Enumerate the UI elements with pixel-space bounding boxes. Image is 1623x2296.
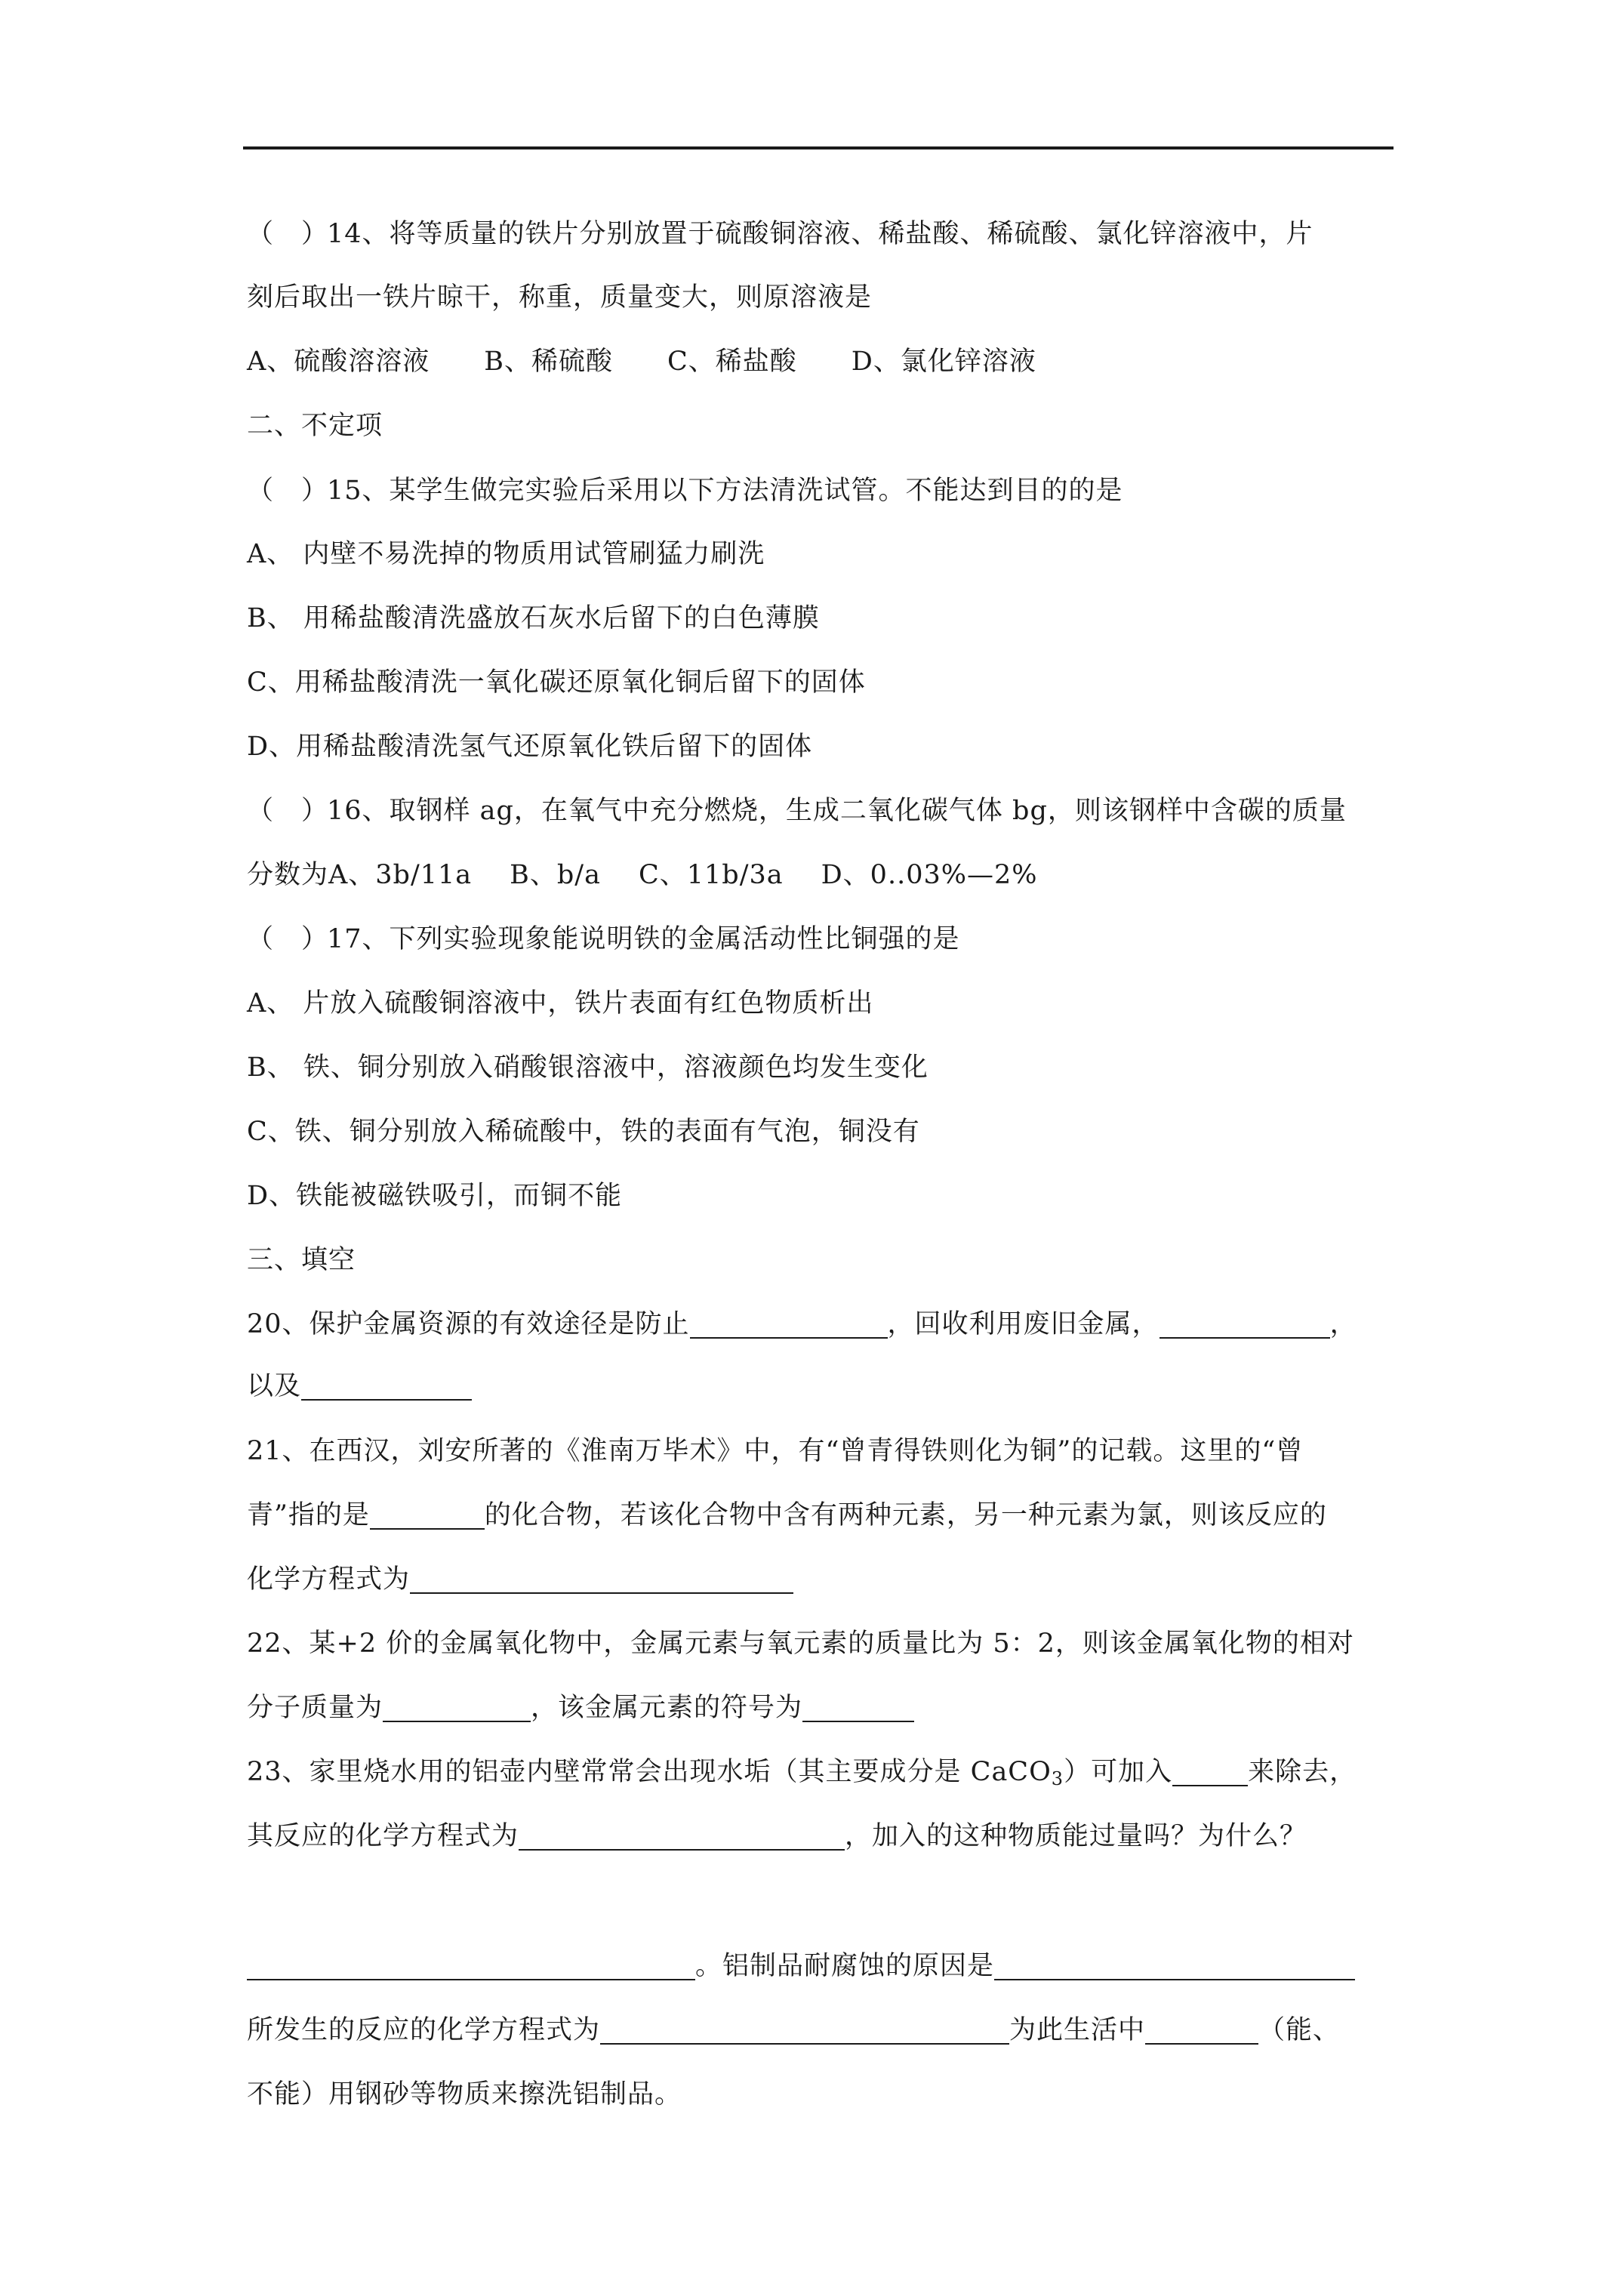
q20-line1	[247, 1306, 1397, 1342]
q23-subscript: 3	[1051, 1768, 1064, 1789]
q16-option-c: C、11b/3a	[638, 860, 784, 890]
q17-answer-paren[interactable]: （ ）	[247, 924, 329, 954]
q16-stem-cont: 分数为	[247, 860, 329, 890]
q23-blank-4[interactable]	[994, 1949, 1355, 1980]
q21-line2	[247, 1497, 1397, 1533]
q20-text-4: 以及	[247, 1371, 302, 1401]
q23-blank-2[interactable]	[519, 1819, 845, 1851]
q20-text-3: ，	[1329, 1309, 1357, 1339]
section-3-title: 三、填空	[247, 1245, 356, 1275]
q21-blank-1[interactable]	[370, 1498, 485, 1530]
q21-text-2: 的化合物，若该化合物中含有两种元素，另一种元素为氯，则该反应的	[484, 1500, 1327, 1530]
q15-answer-paren[interactable]: （ ）	[247, 476, 329, 506]
q14-option-d: D、氯化锌溶液	[851, 347, 1036, 377]
q20-blank-2[interactable]	[1160, 1307, 1330, 1339]
q15-option-d: D、用稀盐酸清洗氢气还原氧化铁后留下的固体	[247, 732, 813, 762]
q16-option-d: D、0..03%—2%	[821, 860, 1038, 890]
q23-blank-1[interactable]	[1172, 1755, 1248, 1786]
q23-line5: 不能）用钢砂等物质来擦洗铝制品。	[247, 2079, 682, 2110]
q16-stem: 16、取钢样 ag，在氧气中充分燃烧，生成二氧化碳气体 bg，则该钢样中含碳的质量	[327, 796, 1347, 826]
q23-text-6: 。铝制品耐腐蚀的原因是	[695, 1951, 995, 1981]
q23-blank-5[interactable]	[600, 2013, 1009, 2045]
header-rule	[243, 146, 1394, 149]
q23-text-7: 所发生的反应的化学方程式为	[247, 2015, 601, 2045]
q23-text-5: ，加入的这种物质能过量吗？为什么？	[845, 1821, 1307, 1851]
q17-stem-line	[247, 921, 1397, 957]
q21-line3	[247, 1561, 1397, 1598]
q14-line1	[247, 216, 1397, 252]
q21-blank-2[interactable]	[410, 1562, 793, 1594]
q21-text-1: 青”指的是	[247, 1500, 370, 1530]
q21-text-3: 化学方程式为	[247, 1564, 411, 1595]
q20-line2	[247, 1368, 1397, 1404]
q22-line2	[247, 1690, 1397, 1726]
q14-option-c: C、稀盐酸	[667, 347, 797, 377]
q20-text-2: ，回收利用废旧金属，	[887, 1309, 1160, 1339]
q16-option-a: A、3b/11a	[328, 860, 473, 890]
q14-option-a: A、硫酸溶溶液	[247, 347, 430, 377]
q20-blank-3[interactable]	[301, 1369, 472, 1401]
q17-option-a: A、 片放入硫酸铜溶液中，铁片表面有红色物质析出	[247, 988, 874, 1019]
q23-text-9: （能、	[1258, 2015, 1341, 2045]
q20-text-1: 20、保护金属资源的有效途径是防止	[247, 1309, 690, 1339]
q16-line2	[247, 857, 1397, 893]
q15-stem-line	[247, 473, 1397, 509]
q17-option-c: C、铁、铜分别放入稀硫酸中，铁的表面有气泡，铜没有	[247, 1117, 920, 1147]
q14-options	[247, 344, 1397, 380]
q14-answer-paren[interactable]: （ ）	[247, 219, 329, 249]
q17-stem: 17、下列实验现象能说明铁的金属活动性比铜强的是	[327, 924, 960, 954]
section-2-title: 二、不定项	[247, 411, 383, 441]
q23-line3	[247, 1948, 1397, 1984]
q22-text-2: ，该金属元素的符号为	[531, 1693, 803, 1723]
q15-option-c: C、用稀盐酸清洗一氧化碳还原氧化铜后留下的固体	[247, 667, 866, 698]
q16-answer-paren[interactable]: （ ）	[247, 796, 329, 826]
q15-option-b: B、 用稀盐酸清洗盛放石灰水后留下的白色薄膜	[247, 603, 820, 633]
q22-line1: 22、某+2 价的金属氧化物中，金属元素与氧元素的质量比为 5：2，则该金属氧化物的相对	[247, 1629, 1354, 1659]
q15-stem: 15、某学生做完实验后采用以下方法清洗试管。不能达到目的的是	[327, 476, 1123, 506]
q16-line1	[247, 793, 1397, 829]
q23-text-8: 为此生活中	[1009, 2015, 1146, 2045]
q22-blank-2[interactable]	[802, 1690, 914, 1722]
q23-line2	[247, 1818, 1397, 1854]
q14-stem: 14、将等质量的铁片分别放置于硫酸铜溶液、稀盐酸、稀硫酸、氯化锌溶液中，片	[327, 219, 1313, 249]
q14-option-b: B、稀硫酸	[484, 347, 614, 377]
q23-line1	[247, 1754, 1397, 1790]
q23-blank-6[interactable]	[1145, 2013, 1258, 2045]
q22-text-1: 分子质量为	[247, 1693, 383, 1723]
q17-option-d: D、铁能被磁铁吸引，而铜不能	[247, 1181, 623, 1211]
q23-text-3: 来除去，	[1248, 1757, 1357, 1787]
q23-text-1: 23、家里烧水用的铝壶内壁常常会出现水垢（其主要成分是 CaCO	[247, 1757, 1052, 1787]
q23-blank-3[interactable]	[247, 1949, 695, 1980]
q16-option-b: B、b/a	[510, 860, 601, 890]
q22-blank-1[interactable]	[383, 1690, 531, 1722]
q15-option-a: A、 内壁不易洗掉的物质用试管刷猛力刷洗	[247, 539, 765, 569]
q23-line4	[247, 2012, 1397, 2048]
q17-option-b: B、 铁、铜分别放入硝酸银溶液中，溶液颜色均发生变化	[247, 1052, 929, 1083]
q23-text-2: ）可加入	[1064, 1757, 1173, 1787]
q20-blank-1[interactable]	[690, 1307, 888, 1339]
q14-line2: 刻后取出一铁片晾干，称重，质量变大，则原溶液是	[247, 282, 873, 313]
q23-text-4: 其反应的化学方程式为	[247, 1821, 519, 1851]
q21-line1: 21、在西汉，刘安所著的《淮南万毕术》中，有“曾青得铁则化为铜”的记载。这里的“曾	[247, 1436, 1304, 1466]
